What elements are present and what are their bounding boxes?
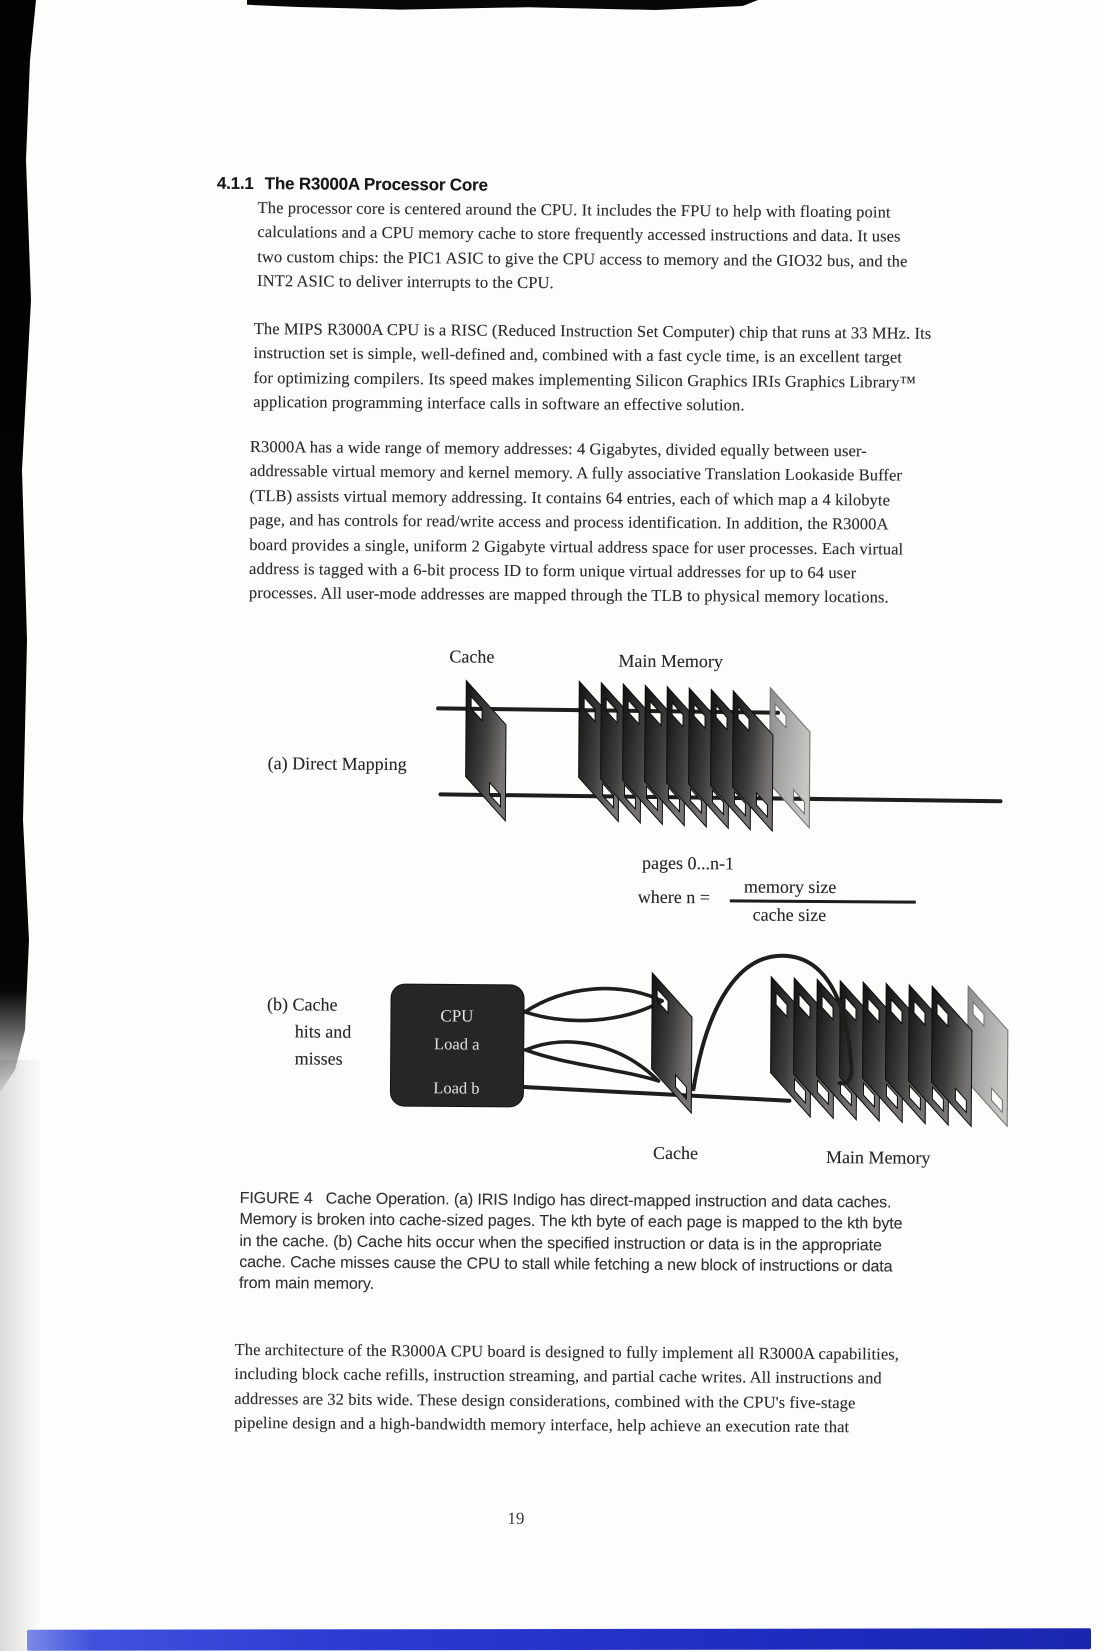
text-line: application programming interface calls in software an effective solution. [253,392,745,415]
figure-a-pages-note: pages 0...n-1 [641,852,735,874]
load-b-label: Load b [433,1078,480,1098]
memory-page-icon [967,986,1008,1126]
text-line: from main memory. [239,1275,375,1294]
text-line: (TLB) assists virtual memory addressing. It contains 64 entries, each of which map a 4 kilobyte [249,485,891,510]
figure-b-cache-label: Cache [652,1142,699,1164]
heading-title: The R3000A Processor Core [264,174,488,195]
page-number: 19 [507,1508,525,1528]
text-line: addressable virtual memory and kernel memory. A fully associative Translation Lookaside Buffer [249,461,903,485]
paragraph-1 [257,196,908,298]
text-line: Memory is broken into cache-sized pages. The kth byte of each page is mapped to the kth byte [239,1211,903,1233]
wire-cpu-to-memory [521,1087,789,1101]
hit-curve-top-b [525,1000,662,1021]
text-line: The processor core is centered around the CPU. It includes the FPU to help with floating point [257,198,891,222]
figure-b-diagram [353,931,1034,1151]
text-line: cache. Cache misses cause the CPU to stall while fetching a new block of instructions or data [239,1253,893,1276]
text-line: INT2 ASIC to deliver interrupts to the CPU. [257,271,554,293]
memory-page-icon [769,688,810,828]
text-line: for optimizing compilers. Its speed makes implementing Silicon Graphics IRIs Graphics Library™ [253,367,916,392]
cpu-label: CPU [440,1006,474,1026]
scan-bar-bottom [27,1628,1091,1650]
text-line: page, and has controls for read/write access and process identification. In addition, the R3000A [249,510,889,534]
text-line: including block cache refills, instruction streaming, and partial cache writes. All instructions and [234,1364,882,1388]
figure-a-fraction-numerator: memory size [743,876,837,898]
heading-number: 4.1.1 [216,173,254,194]
text-line: FIGURE 4 Cache Operation. (a) IRIS Indigo has direct-mapped instruction and data caches. [239,1189,892,1212]
text-line: The architecture of the R3000A CPU board is designed to fully implement all R3000A capabilities, [234,1339,900,1364]
cache-page-icon [465,681,506,821]
text-line: two custom chips: the PIC1 ASIC to give the CPU access to memory and the GIO32 bus, and the [257,246,908,271]
paragraph-3 [249,435,904,610]
figure-b-label-line1: (b) Cache [266,994,338,1015]
figure-b-main-memory-label: Main Memory [825,1147,931,1168]
text-line: R3000A has a wide range of memory addresses: 4 Gigabytes, divided equally between user- [249,437,867,461]
figure-a-where-text: where n = [637,886,710,908]
text-line: pipeline design and a high-bandwidth memory interface, help achieve an execution rate that [234,1413,850,1437]
figure-a-label: (a) Direct Mapping [267,753,407,775]
text-line: processes. All user-mode addresses are mapped through the TLB to physical memory locations. [248,583,889,607]
text-line: in the cache. (b) Cache hits occur when the specified instruction or data is in the appropriate [239,1232,882,1255]
text-line: The MIPS R3000A CPU is a RISC (Reduced Instruction Set Computer) chip that runs at 33 MHz. Its [253,319,932,343]
figure-a-diagram [425,656,1026,845]
paragraph-2 [253,317,931,419]
text-line: calculations and a CPU memory cache to store frequently accessed instructions and data. It uses [257,222,901,246]
figure-caption [239,1188,903,1299]
closing-paragraph [234,1338,899,1440]
text-line: addresses are 32 bits wide. These design considerations, combined with the CPU's five-stage [234,1388,856,1413]
text-line: address is tagged with a 6-bit process ID to form unique virtual addresses for up to 64 user [249,559,857,583]
load-a-label: Load a [434,1034,480,1054]
figure-a-main-memory-label: Main Memory [618,650,723,672]
figure-b-label-line2: hits and [294,1021,352,1042]
text-line: board provides a single, uniform 2 Gigabyte virtual address space for user processes. Each virtual [249,534,904,559]
figure-b-label-line3: misses [294,1048,343,1069]
scan-shadow-left [0,1060,58,1651]
figure-a-cache-label: Cache [449,646,495,667]
text-line: instruction set is simple, well-defined and, combined with a fast cycle time, is an excellent target [253,343,903,367]
figure-a-fraction-denominator: cache size [752,904,827,926]
